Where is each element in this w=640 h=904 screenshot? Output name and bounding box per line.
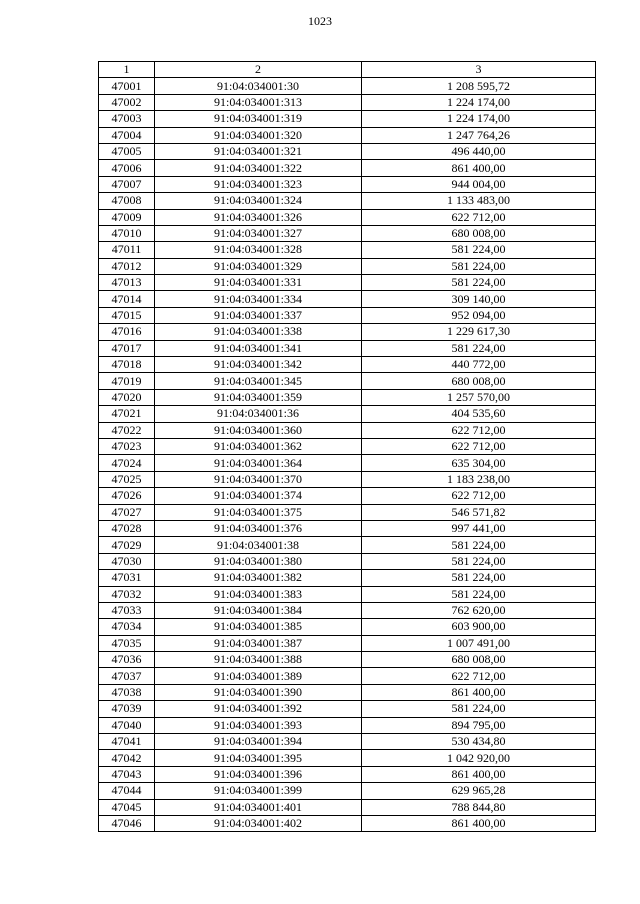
table-row [99, 209, 596, 225]
cadastral-value-cell: 581 224,00 [362, 537, 596, 553]
cadastral-number-cell: 91:04:034001:390 [155, 684, 362, 700]
table-row [99, 307, 596, 323]
table-row [99, 357, 596, 373]
cadastral-number-cell: 91:04:034001:323 [155, 176, 362, 192]
table-row [99, 291, 596, 307]
table-row [99, 766, 596, 782]
table-row [99, 537, 596, 553]
row-number-cell: 47010 [99, 225, 155, 241]
cadastral-value-cell: 496 440,00 [362, 143, 596, 159]
cadastral-number-cell: 91:04:034001:380 [155, 553, 362, 569]
cadastral-number-cell: 91:04:034001:326 [155, 209, 362, 225]
cadastral-number-cell: 91:04:034001:313 [155, 94, 362, 110]
row-number-cell: 47020 [99, 389, 155, 405]
cadastral-value-cell: 861 400,00 [362, 815, 596, 831]
cadastral-number-cell: 91:04:034001:383 [155, 586, 362, 602]
cadastral-number-cell: 91:04:034001:395 [155, 750, 362, 766]
table-row [99, 734, 596, 750]
cadastral-value-cell: 581 224,00 [362, 701, 596, 717]
row-number-cell: 47034 [99, 619, 155, 635]
cadastral-value-cell: 581 224,00 [362, 553, 596, 569]
table-row [99, 619, 596, 635]
row-number-cell: 47043 [99, 766, 155, 782]
row-number-cell: 47007 [99, 176, 155, 192]
table-row [99, 701, 596, 717]
cadastral-number-cell: 91:04:034001:322 [155, 160, 362, 176]
cadastral-value-cell: 762 620,00 [362, 602, 596, 618]
table-row [99, 783, 596, 799]
column-header-cadastral-number: 2 [155, 62, 362, 78]
table-row [99, 471, 596, 487]
row-number-cell: 47005 [99, 143, 155, 159]
cadastral-value-cell: 581 224,00 [362, 258, 596, 274]
row-number-cell: 47032 [99, 586, 155, 602]
row-number-cell: 47002 [99, 94, 155, 110]
cadastral-number-cell: 91:04:034001:375 [155, 504, 362, 520]
cadastral-value-cell: 581 224,00 [362, 275, 596, 291]
cadastral-value-cell: 1 042 920,00 [362, 750, 596, 766]
table-row [99, 340, 596, 356]
cadastral-value-cell: 1 247 764,26 [362, 127, 596, 143]
cadastral-value-cell: 440 772,00 [362, 357, 596, 373]
row-number-cell: 47025 [99, 471, 155, 487]
column-header-cadastral-value: 3 [362, 62, 596, 78]
row-number-cell: 47046 [99, 815, 155, 831]
cadastral-value-table [98, 61, 596, 832]
cadastral-value-cell: 404 535,60 [362, 406, 596, 422]
row-number-cell: 47023 [99, 438, 155, 454]
cadastral-number-cell: 91:04:034001:376 [155, 520, 362, 536]
cadastral-value-cell: 788 844,80 [362, 799, 596, 815]
cadastral-number-cell: 91:04:034001:321 [155, 143, 362, 159]
cadastral-value-cell: 680 008,00 [362, 373, 596, 389]
row-number-cell: 47009 [99, 209, 155, 225]
cadastral-number-cell: 91:04:034001:342 [155, 357, 362, 373]
table-body [99, 78, 596, 832]
row-number-cell: 47017 [99, 340, 155, 356]
cadastral-number-cell: 91:04:034001:392 [155, 701, 362, 717]
row-number-cell: 47030 [99, 553, 155, 569]
table-row [99, 406, 596, 422]
table-row [99, 553, 596, 569]
row-number-cell: 47040 [99, 717, 155, 733]
cadastral-value-cell: 680 008,00 [362, 652, 596, 668]
table-row [99, 422, 596, 438]
row-number-cell: 47031 [99, 570, 155, 586]
cadastral-value-cell: 1 224 174,00 [362, 94, 596, 110]
cadastral-value-cell: 622 712,00 [362, 438, 596, 454]
cadastral-number-cell: 91:04:034001:345 [155, 373, 362, 389]
table-row [99, 94, 596, 110]
cadastral-number-cell: 91:04:034001:328 [155, 242, 362, 258]
cadastral-number-cell: 91:04:034001:331 [155, 275, 362, 291]
table-row [99, 389, 596, 405]
row-number-cell: 47027 [99, 504, 155, 520]
cadastral-number-cell: 91:04:034001:320 [155, 127, 362, 143]
cadastral-value-cell: 622 712,00 [362, 668, 596, 684]
page-number: 1023 [308, 14, 332, 28]
cadastral-number-cell: 91:04:034001:394 [155, 734, 362, 750]
cadastral-number-cell: 91:04:034001:327 [155, 225, 362, 241]
cadastral-number-cell: 91:04:034001:393 [155, 717, 362, 733]
row-number-cell: 47006 [99, 160, 155, 176]
table-row [99, 652, 596, 668]
table-row [99, 799, 596, 815]
table-row [99, 602, 596, 618]
table-row [99, 143, 596, 159]
row-number-cell: 47024 [99, 455, 155, 471]
cadastral-number-cell: 91:04:034001:36 [155, 406, 362, 422]
cadastral-value-cell: 629 965,28 [362, 783, 596, 799]
cadastral-value-cell: 581 224,00 [362, 570, 596, 586]
table-row [99, 78, 596, 94]
row-number-cell: 47035 [99, 635, 155, 651]
table-row [99, 684, 596, 700]
table-row [99, 127, 596, 143]
cadastral-value-cell: 680 008,00 [362, 225, 596, 241]
table-row [99, 111, 596, 127]
cadastral-value-cell: 861 400,00 [362, 684, 596, 700]
cadastral-number-cell: 91:04:034001:389 [155, 668, 362, 684]
row-number-cell: 47011 [99, 242, 155, 258]
row-number-cell: 47045 [99, 799, 155, 815]
cadastral-number-cell: 91:04:034001:360 [155, 422, 362, 438]
cadastral-number-cell: 91:04:034001:319 [155, 111, 362, 127]
table-row [99, 193, 596, 209]
cadastral-value-cell: 1 224 174,00 [362, 111, 596, 127]
table-row [99, 504, 596, 520]
cadastral-value-cell: 1 007 491,00 [362, 635, 596, 651]
cadastral-number-cell: 91:04:034001:382 [155, 570, 362, 586]
cadastral-value-cell: 530 434,80 [362, 734, 596, 750]
row-number-cell: 47019 [99, 373, 155, 389]
row-number-cell: 47038 [99, 684, 155, 700]
table-row [99, 225, 596, 241]
cadastral-number-cell: 91:04:034001:374 [155, 488, 362, 504]
cadastral-number-cell: 91:04:034001:402 [155, 815, 362, 831]
cadastral-number-cell: 91:04:034001:329 [155, 258, 362, 274]
cadastral-value-cell: 1 257 570,00 [362, 389, 596, 405]
row-number-cell: 47026 [99, 488, 155, 504]
cadastral-number-cell: 91:04:034001:341 [155, 340, 362, 356]
table-row [99, 488, 596, 504]
cadastral-number-cell: 91:04:034001:399 [155, 783, 362, 799]
cadastral-value-cell: 861 400,00 [362, 766, 596, 782]
table-row [99, 717, 596, 733]
table-row [99, 815, 596, 831]
cadastral-value-cell: 894 795,00 [362, 717, 596, 733]
cadastral-number-cell: 91:04:034001:334 [155, 291, 362, 307]
table-row [99, 275, 596, 291]
cadastral-number-cell: 91:04:034001:38 [155, 537, 362, 553]
table-row [99, 455, 596, 471]
table-row [99, 438, 596, 454]
row-number-cell: 47039 [99, 701, 155, 717]
row-number-cell: 47044 [99, 783, 155, 799]
cadastral-number-cell: 91:04:034001:362 [155, 438, 362, 454]
cadastral-value-cell: 581 224,00 [362, 340, 596, 356]
cadastral-number-cell: 91:04:034001:338 [155, 324, 362, 340]
cadastral-value-cell: 944 004,00 [362, 176, 596, 192]
cadastral-number-cell: 91:04:034001:401 [155, 799, 362, 815]
table-row [99, 176, 596, 192]
row-number-cell: 47008 [99, 193, 155, 209]
table-row [99, 635, 596, 651]
row-number-cell: 47041 [99, 734, 155, 750]
cadastral-value-cell: 622 712,00 [362, 422, 596, 438]
row-number-cell: 47028 [99, 520, 155, 536]
cadastral-value-cell: 952 094,00 [362, 307, 596, 323]
table-row [99, 570, 596, 586]
row-number-cell: 47042 [99, 750, 155, 766]
row-number-cell: 47004 [99, 127, 155, 143]
cadastral-value-cell: 309 140,00 [362, 291, 596, 307]
column-header-number: 1 [99, 62, 155, 78]
table-row [99, 750, 596, 766]
row-number-cell: 47029 [99, 537, 155, 553]
cadastral-value-cell: 603 900,00 [362, 619, 596, 635]
cadastral-number-cell: 91:04:034001:384 [155, 602, 362, 618]
cadastral-number-cell: 91:04:034001:364 [155, 455, 362, 471]
cadastral-number-cell: 91:04:034001:388 [155, 652, 362, 668]
cadastral-number-cell: 91:04:034001:30 [155, 78, 362, 94]
cadastral-value-cell: 581 224,00 [362, 586, 596, 602]
cadastral-value-cell: 1 208 595,72 [362, 78, 596, 94]
cadastral-value-cell: 1 183 238,00 [362, 471, 596, 487]
cadastral-number-cell: 91:04:034001:324 [155, 193, 362, 209]
row-number-cell: 47003 [99, 111, 155, 127]
cadastral-number-cell: 91:04:034001:337 [155, 307, 362, 323]
cadastral-number-cell: 91:04:034001:359 [155, 389, 362, 405]
cadastral-value-cell: 622 712,00 [362, 209, 596, 225]
cadastral-value-cell: 581 224,00 [362, 242, 596, 258]
table-row [99, 520, 596, 536]
row-number-cell: 47016 [99, 324, 155, 340]
cadastral-number-cell: 91:04:034001:396 [155, 766, 362, 782]
row-number-cell: 47012 [99, 258, 155, 274]
table-row [99, 324, 596, 340]
cadastral-value-cell: 635 304,00 [362, 455, 596, 471]
cadastral-value-cell: 622 712,00 [362, 488, 596, 504]
cadastral-value-cell: 1 229 617,30 [362, 324, 596, 340]
row-number-cell: 47018 [99, 357, 155, 373]
row-number-cell: 47037 [99, 668, 155, 684]
cadastral-value-cell: 997 441,00 [362, 520, 596, 536]
table-row [99, 586, 596, 602]
table-row [99, 242, 596, 258]
row-number-cell: 47022 [99, 422, 155, 438]
row-number-cell: 47021 [99, 406, 155, 422]
table-row [99, 668, 596, 684]
cadastral-value-cell: 546 571,82 [362, 504, 596, 520]
cadastral-value-cell: 861 400,00 [362, 160, 596, 176]
row-number-cell: 47014 [99, 291, 155, 307]
row-number-cell: 47015 [99, 307, 155, 323]
table-header-row [99, 62, 596, 78]
cadastral-value-cell: 1 133 483,00 [362, 193, 596, 209]
row-number-cell: 47001 [99, 78, 155, 94]
row-number-cell: 47036 [99, 652, 155, 668]
row-number-cell: 47013 [99, 275, 155, 291]
cadastral-number-cell: 91:04:034001:370 [155, 471, 362, 487]
table-row [99, 258, 596, 274]
table-row [99, 373, 596, 389]
table-row [99, 160, 596, 176]
cadastral-number-cell: 91:04:034001:387 [155, 635, 362, 651]
row-number-cell: 47033 [99, 602, 155, 618]
cadastral-number-cell: 91:04:034001:385 [155, 619, 362, 635]
